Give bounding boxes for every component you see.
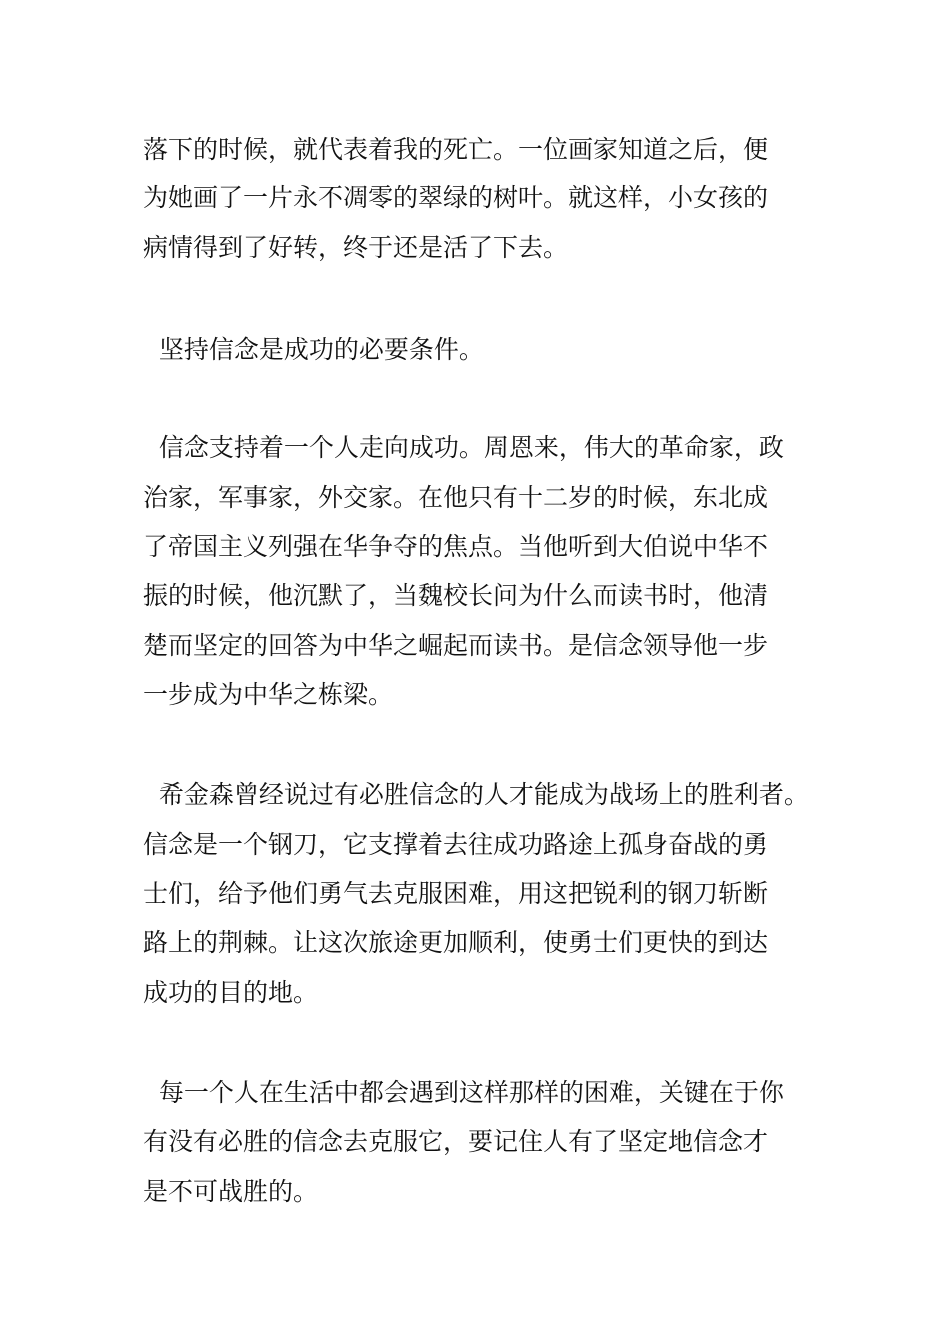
- paragraph-4-line-5: 成功的目的地。: [143, 978, 319, 1007]
- paragraph-4-line-3: 士们，给予他们勇气去克服困难，用这把锐利的钢刀斩断: [143, 879, 769, 908]
- paragraph-1-line-1: 落下的时候，就代表着我的死亡。一位画家知道之后，便: [143, 135, 769, 164]
- paragraph-4-line-4: 路上的荆棘。让这次旅途更加顺利，使勇士们更快的到达: [143, 928, 769, 957]
- paragraph-5-line-3: 是不可战胜的。: [143, 1177, 319, 1206]
- paragraph-1-line-3: 病情得到了好转，终于还是活了下去。: [143, 233, 569, 262]
- paragraph-5-line-2: 有没有必胜的信念去克服它，要记住人有了坚定地信念才: [143, 1127, 769, 1156]
- paragraph-3-line-3: 了帝国主义列强在华争夺的焦点。当他听到大伯说中华不: [143, 532, 769, 561]
- paragraph-3-line-1: 信念支持着一个人走向成功。周恩来，伟大的革命家，政: [143, 433, 784, 462]
- paragraph-2-line-1: 坚持信念是成功的必要条件。: [143, 335, 484, 364]
- paragraph-4-line-1: 希金森曾经说过有必胜信念的人才能成为战场上的胜利者。: [143, 780, 809, 809]
- paragraph-1-line-2: 为她画了一片永不凋零的翠绿的树叶。就这样，小女孩的: [143, 183, 769, 212]
- paragraph-3-line-5: 楚而坚定的回答为中华之崛起而读书。是信念领导他一步: [143, 631, 769, 660]
- paragraph-3-line-6: 一步成为中华之栋梁。: [143, 680, 394, 709]
- paragraph-3-line-2: 治家，军事家，外交家。在他只有十二岁的时候，东北成: [143, 483, 769, 512]
- paragraph-4-line-2: 信念是一个钢刀，它支撑着去往成功路途上孤身奋战的勇: [143, 830, 769, 859]
- paragraph-5-line-1: 每一个人在生活中都会遇到这样那样的困难，关键在于你: [143, 1078, 784, 1107]
- paragraph-3-line-4: 振的时候，他沉默了，当魏校长问为什么而读书时，他清: [143, 581, 769, 610]
